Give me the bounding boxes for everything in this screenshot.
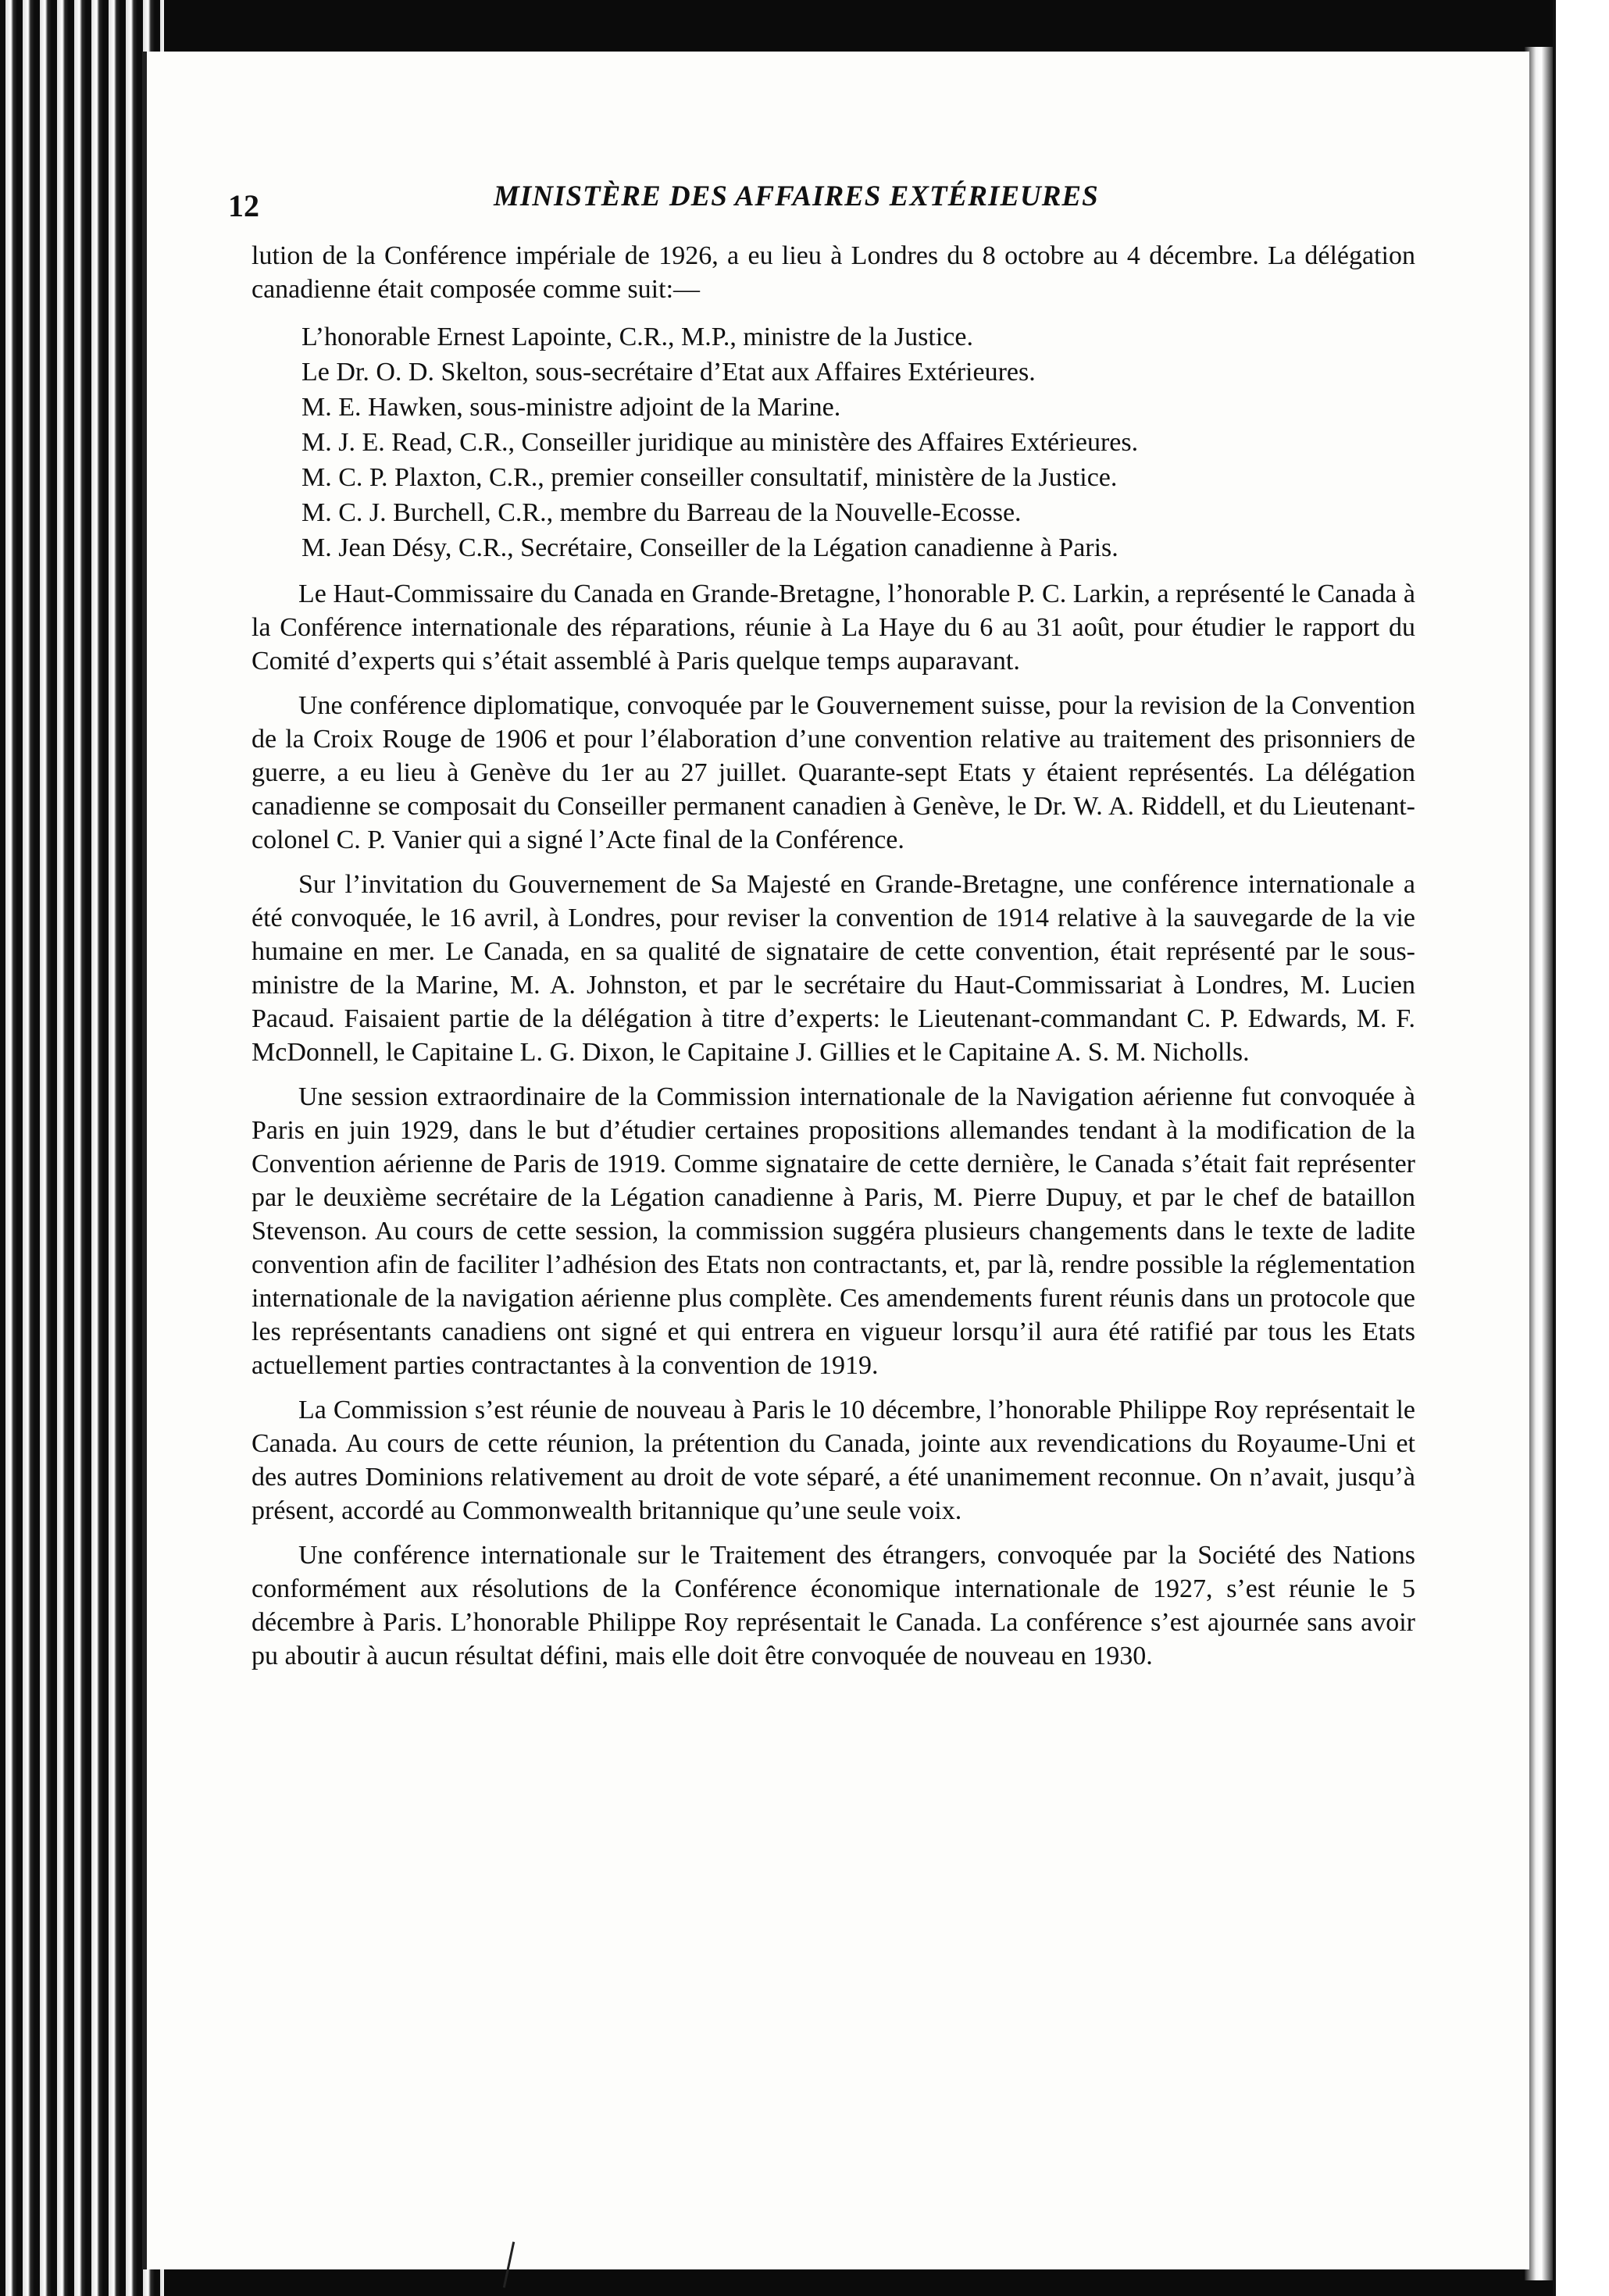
book-binding-edge — [0, 0, 164, 2296]
running-head: MINISTÈRE DES AFFAIRES EXTÉRIEURES — [494, 180, 1099, 212]
delegation-member: M. Jean Désy, C.R., Secrétaire, Conseiller de la Légation canadienne à Paris. — [301, 533, 1118, 562]
intro-paragraph: lution de la Conférence impériale de 1926, a eu lieu à Londres du 8 octobre au 4 décembre. La délégation canadienne était composée comme suit:— — [252, 241, 1415, 304]
delegation-member: M. E. Hawken, sous-ministre adjoint de la Marine. — [301, 393, 841, 422]
delegation-member: Le Dr. O. D. Skelton, sous-secrétaire d’Etat aux Affaires Extérieures. — [301, 358, 1036, 387]
paragraph-reparations: Le Haut-Commissaire du Canada en Grande-Bretagne, l’honorable P. C. Larkin, a représenté le Canada à la Conférence internationale des réparations, réunie à La Haye du 6 au 31 août, pour étudier le rapport du Comité d’experts qui s’était assemblé à Paris quelque temps auparavant. — [252, 579, 1415, 676]
body-text — [252, 239, 1415, 1673]
delegation-member: M. C. P. Plaxton, C.R., premier conseiller consultatif, ministère de la Justice. — [301, 463, 1118, 492]
right-margin-strip — [1553, 0, 1609, 2296]
paragraph-safety-at-sea: Sur l’invitation du Gouvernement de Sa Majesté en Grande-Bretagne, une conférence internationale a été convoquée, le 16 avril, à Londres, pour reviser la convention de 1914 relative à la sauvegarde de la vie humaine en mer. Le Canada, en sa qualité de signataire de cette convention, était représenté par le sous-ministre de la Marine, M. A. Johnston, et par le secrétaire du Haut-Commissariat à Londres, M. Lucien Pacaud. Faisaient partie de la délégation à titre d’experts: le Lieutenant-commandant C. P. Edwards, M. F. McDonnell, le Capitaine L. G. Dixon, le Capitaine J. Gillies et le Capitaine A. S. M. Nicholls. — [252, 870, 1415, 1067]
delegation-list — [252, 320, 1415, 565]
paragraph-treatment-of-foreigners: Une conférence internationale sur le Traitement des étrangers, convoquée par la Société des Nations conformément aux résolutions de la Conférence économique internationale de 1927, s’est réunie le 5 décembre à Paris. L’honorable Philippe Roy représentait le Canada. La conférence s’est ajournée sans avoir pu aboutir à aucun résultat défini, mais elle doit être convoquée de nouveau en 1930. — [252, 1541, 1415, 1670]
page-number: 12 — [228, 188, 259, 223]
delegation-member: M. J. E. Read, C.R., Conseiller juridique au ministère des Affaires Extérieures. — [301, 428, 1139, 457]
delegation-member: L’honorable Ernest Lapointe, C.R., M.P., ministre de la Justice. — [301, 323, 973, 351]
paragraph-commission-december: La Commission s’est réunie de nouveau à Paris le 10 décembre, l’honorable Philippe Roy représentait le Canada. Au cours de cette réunion, la prétention du Canada, jointe aux revendications du Royaume-Uni et des autres Dominions relativement au droit de vote séparé, a été unanimement reconnue. On n’avait, jusqu’à présent, accordé au Commonwealth britannique qu’une seule voix. — [252, 1396, 1415, 1525]
delegation-member: M. C. J. Burchell, C.R., membre du Barreau de la Nouvelle-Ecosse. — [301, 498, 1022, 527]
paragraph-air-navigation: Une session extraordinaire de la Commission internationale de la Navigation aérienne fut convoquée à Paris en juin 1929, dans le but d’étudier certaines propositions allemandes tendant à la modification de la Convention aérienne de Paris de 1919. Comme signataire de cette dernière, le Canada s’était fait représenter par le deuxième secrétaire de la Légation canadienne à Paris, M. Pierre Dupuy, et par le chef de bataillon Stevenson. Au cours de cette session, la commission suggéra plusieurs changements dans le texte de ladite convention afin de faciliter l’adhésion des Etats non contractants, et, par là, rendre possible la réglementation internationale de la navigation aérienne plus complète. Ces amendements furent réunis dans un protocole que les représentants canadiens ont signé et qui entrera en vigueur lorsqu’il aura été ratifié par tous les Etats actuellement parties contractantes à la convention de 1919. — [252, 1082, 1415, 1380]
paragraph-geneva-conference: Une conférence diplomatique, convoquée par le Gouvernement suisse, pour la revision de la Convention de la Croix Rouge de 1906 et pour l’élaboration d’une convention relative au traitement des prisonniers de guerre, a eu lieu à Genève du 1er au 27 juillet. Quarante-sept Etats y étaient représentés. La délégation canadienne se composait du Conseiller permanent canadien à Genève, le Dr. W. A. Riddell, et du Lieutenant-colonel C. P. Vanier qui a signé l’Acte final de la Conférence. — [252, 691, 1415, 854]
